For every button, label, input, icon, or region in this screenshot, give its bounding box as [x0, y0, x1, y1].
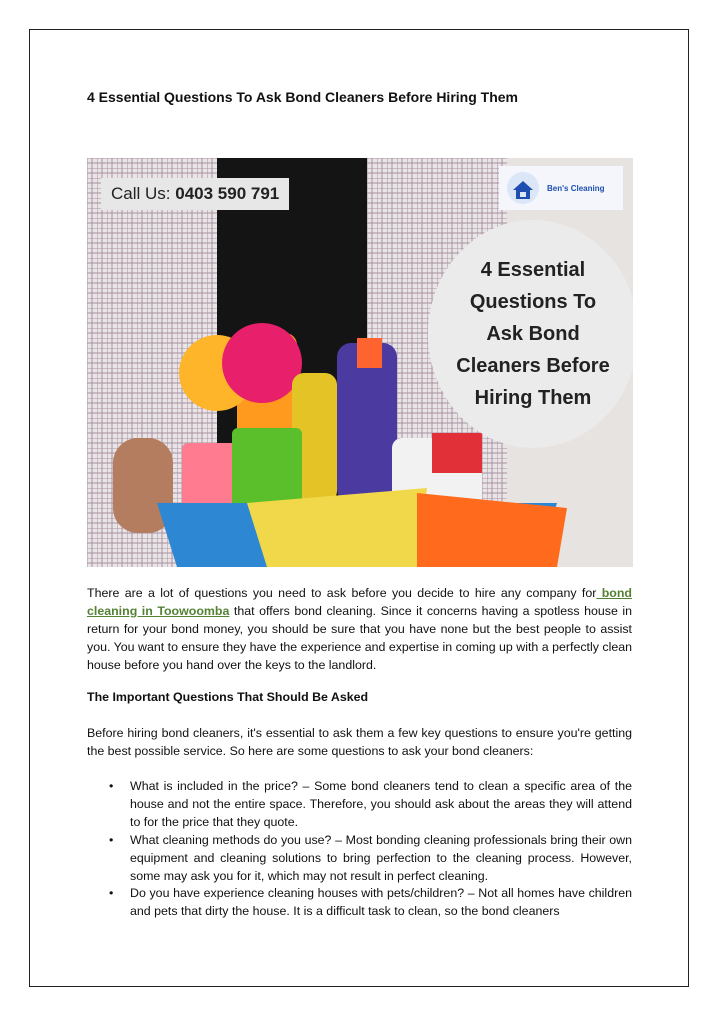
- hero-headline-line: 4 Essential: [480, 259, 586, 281]
- hero-headline-line: Questions To: [469, 291, 597, 313]
- hero-headline-circle: [428, 220, 633, 448]
- hero-headline-line: Cleaners Before: [456, 355, 610, 377]
- logo-text: Ben's Cleaning: [547, 183, 605, 193]
- list-item: [87, 778, 632, 832]
- question-text: Do you have experience cleaning houses with pets/children? – Not all homes have children and pets that dirty the house. It is a difficult task to clean, so the bond cleaners: [130, 886, 632, 919]
- question-text: What is included in the price? – Some bond cleaners tend to clean a specific area of the house and not the entire space. Therefore, you should ask about the areas they will attend to for the price that they quote.: [130, 779, 632, 829]
- questions-list: [87, 778, 632, 921]
- bullet-icon: •: [109, 832, 114, 847]
- hero-headline: [448, 254, 618, 414]
- bond-cleaning-link[interactable]: bond cleaning in Toowoomba: [87, 586, 633, 618]
- document-title: 4 Essential Questions To Ask Bond Cleaners Before Hiring Them: [87, 89, 518, 105]
- hero-headline-line: Hiring Them: [474, 387, 592, 409]
- bullet-icon: •: [109, 886, 114, 901]
- intro-paragraph: [87, 585, 632, 675]
- question-text: What cleaning methods do you use? – Most bonding cleaning professionals bring their own equipment and cleaning solutions to bring perfection to the cleaning process. However, some may ask you for it, which may not result in perfect cleaning.: [130, 832, 632, 883]
- phone-label: Call Us:: [111, 184, 171, 203]
- hero-image: [87, 158, 633, 567]
- section-heading: The Important Questions That Should Be Asked: [87, 690, 369, 704]
- intro-text-end: that offers bond cleaning. Since it concerns having a spotless house in return for your bond money, you should be sure that you have none but the best people to assist you. You want to ensure they have the experience and expertise in coming up with a perfectly clean house before you hand over the keys to the landlord.: [87, 603, 632, 672]
- hero-phone-banner: [101, 178, 289, 210]
- phone-number: 0403 590 791: [175, 184, 280, 203]
- list-item: [87, 832, 632, 886]
- bullet-icon: •: [109, 779, 114, 793]
- house-broom-icon: [505, 170, 541, 206]
- hero-headline-line: Ask Bond: [486, 323, 580, 345]
- brand-logo: [499, 166, 623, 210]
- list-item: [87, 885, 632, 921]
- intro-text-start: There are a lot of questions you need to ask before you decide to hire any company for: [87, 586, 597, 600]
- section-intro-paragraph: Before hiring bond cleaners, it's essential to ask them a few key questions to ensure you're getting the best possible service. So here are some questions to ask your bond cleaners:: [87, 726, 632, 758]
